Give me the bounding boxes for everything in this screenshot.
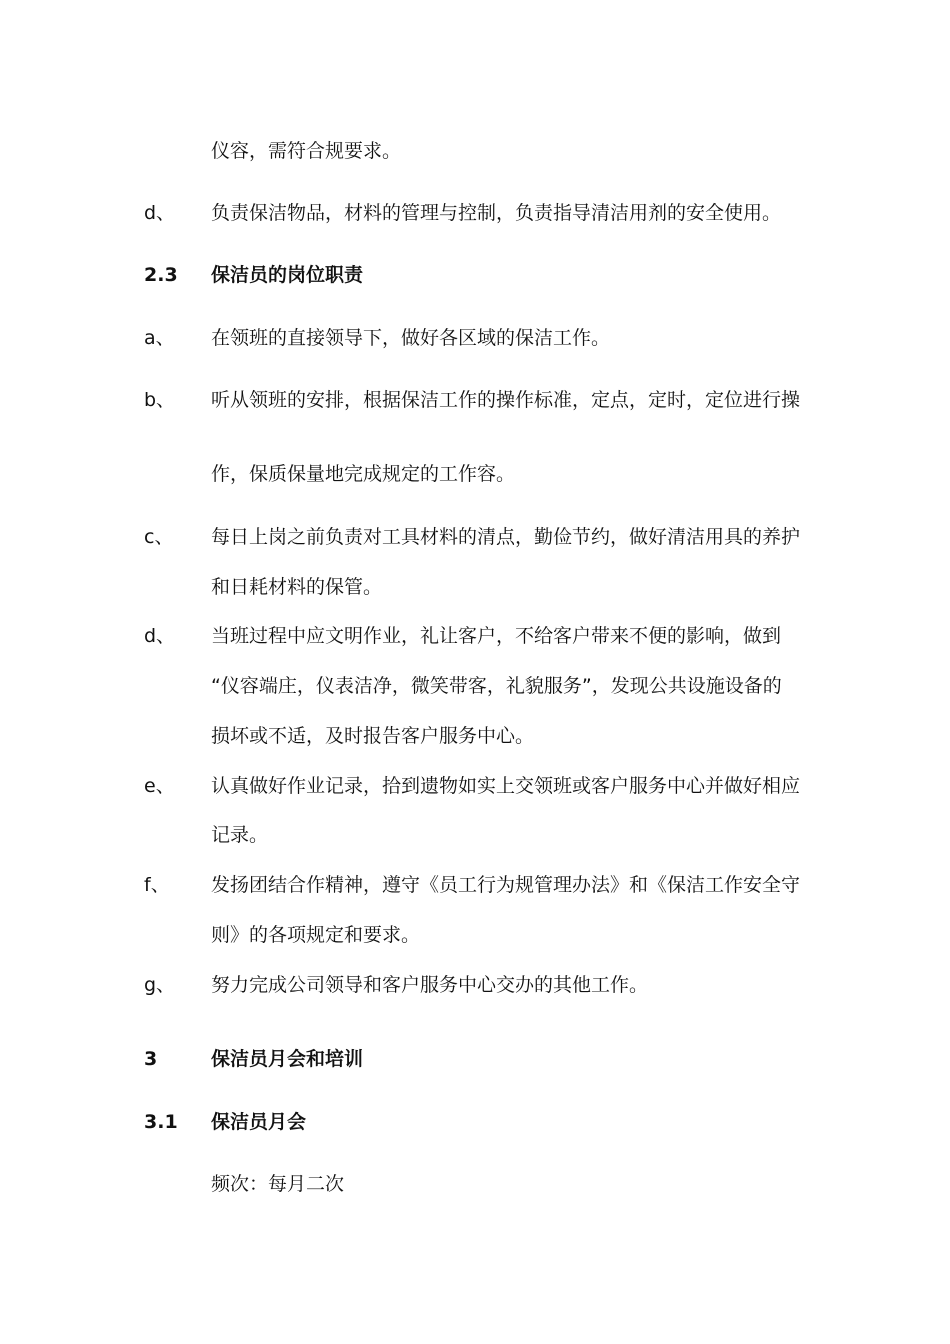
list-item-text: 作，保质保量地完成规定的工作容。 bbox=[211, 463, 516, 485]
section-heading: 保洁员月会 bbox=[211, 1111, 307, 1133]
list-item-text: 发扬团结合作精神，遵守《员工行为规管理办法》和《保洁工作安全守 bbox=[211, 874, 801, 896]
list-item-text: 在领班的直接领导下，做好各区域的保洁工作。 bbox=[211, 327, 611, 349]
list-item-text: “仪容端庄，仪表洁净，微笑带客，礼貌服务”，发现公共设施设备的 bbox=[211, 675, 782, 697]
list-item-text: 努力完成公司领导和客户服务中心交办的其他工作。 bbox=[211, 974, 649, 996]
list-marker: f、 bbox=[144, 874, 170, 896]
list-item-text: 听从领班的安排，根据保洁工作的操作标准，定点，定时，定位进行操 bbox=[211, 389, 801, 411]
list-marker: d、 bbox=[144, 202, 176, 224]
section-number: 3 bbox=[144, 1048, 158, 1070]
list-item-text: 当班过程中应文明作业，礼让客户，不给客户带来不便的影响，做到 bbox=[211, 625, 782, 647]
section-heading: 保洁员月会和培训 bbox=[211, 1048, 364, 1070]
list-marker: b、 bbox=[144, 389, 176, 411]
list-marker: e、 bbox=[144, 775, 175, 797]
list-item-text: 负责保洁物品，材料的管理与控制，负责指导清洁用剂的安全使用。 bbox=[211, 202, 782, 224]
list-marker: a、 bbox=[144, 327, 175, 349]
list-marker: g、 bbox=[144, 974, 176, 996]
section-number: 2.3 bbox=[144, 264, 178, 286]
list-item-text: 损坏或不适，及时报告客户服务中心。 bbox=[211, 725, 535, 747]
paragraph-continuation: 仪容，需符合规要求。 bbox=[211, 140, 402, 162]
list-marker: d、 bbox=[144, 625, 176, 647]
section-number: 3.1 bbox=[144, 1111, 178, 1133]
section-heading: 保洁员的岗位职责 bbox=[211, 264, 364, 286]
list-marker: c、 bbox=[144, 526, 174, 548]
list-item-text: 和日耗材料的保管。 bbox=[211, 576, 383, 598]
list-item-text: 记录。 bbox=[211, 824, 269, 846]
list-item-text: 认真做好作业记录，拾到遗物如实上交领班或客户服务中心并做好相应 bbox=[211, 775, 801, 797]
list-item-text: 每日上岗之前负责对工具材料的清点，勤俭节约，做好清洁用具的养护 bbox=[211, 526, 801, 548]
list-item-text: 则》的各项规定和要求。 bbox=[211, 924, 421, 946]
frequency-text: 频次：每月二次 bbox=[211, 1173, 345, 1195]
